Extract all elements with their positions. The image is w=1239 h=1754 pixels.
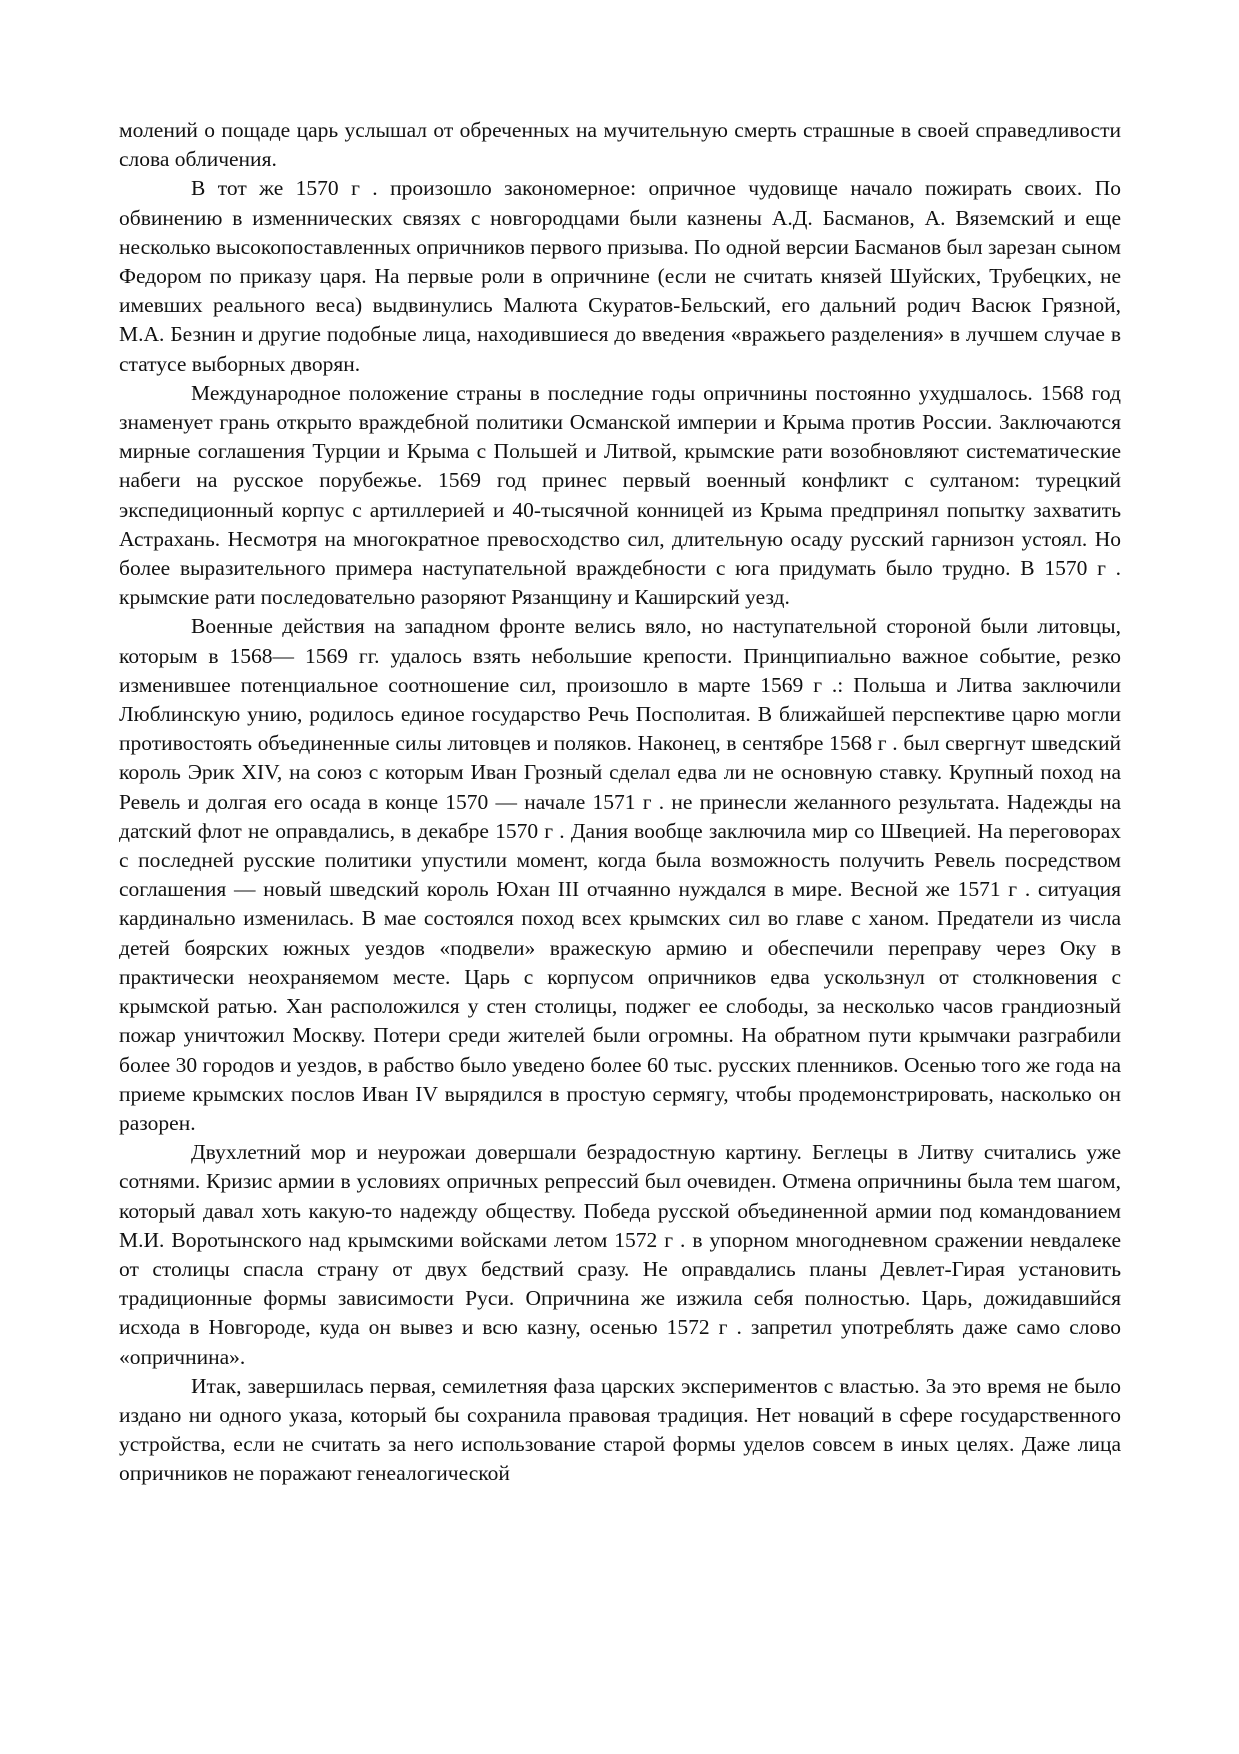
paragraph-2: В тот же 1570 г . произошло закономерное: опричное чудовище начало пожирать своих. По обвинению в изменнических связях с новгородцами были казнены А.Д. Басманов, А. Вяземский и еще несколько высокопоставленных опричников первого призыва. По одной версии Басманов был зарезан сыном Федором по приказу царя. На первые роли в опричнине (если не считать князей Шуйских, Трубецких, не имевших реального веса) выдвинулись Малюта Скуратов-Бельский, его дальний родич Васюк Грязной, М.А. Безнин и другие подобные лица, находившиеся до введения «вражьего разделения» в лучшем случае в статусе выборных дворян. — [119, 176, 1121, 376]
paragraph-1: молений о пощаде царь услышал от обреченных на мучительную смерть страшные в своей справедливости слова обличения. — [119, 118, 1121, 172]
paragraph-5: Двухлетний мор и неурожаи довершали безрадостную картину. Беглецы в Литву считались уже сотнями. Кризис армии в условиях опричных репрессий был очевиден. Отмена опричнины была тем шагом, который давал хоть какую-то надежду обществу. Победа русской объединенной армии под командованием М.И. Воротынского над крымскими войсками летом 1572 г . в упорном многодневном сражении невдалеке от столицы спасла страну от двух бедствий сразу. Не оправдались планы Девлет-Гирая установить традиционные формы зависимости Руси. Опричнина же изжила себя полностью. Царь, дожидавшийся исхода в Новгороде, куда он вывез и всю казну, осенью 1572 г . запретил употреблять даже само слово «опричнина». — [119, 1140, 1121, 1369]
paragraph-4: Военные действия на западном фронте велись вяло, но наступательной стороной были литовцы, которым в 1568— 1569 гг. удалось взять небольшие крепости. Принципиально важное событие, резко изменившее потенциальное соотношение сил, произошло в марте 1569 г .: Польша и Литва заключили Люблинскую унию, родилось единое государство Речь Посполитая. В ближайшей перспективе царю могли противостоять объединенные силы литовцев и поляков. Наконец, в сентябре 1568 г . был свергнут шведский король Эрик XIV, на союз с которым Иван Грозный сделал едва ли не основную ставку. Крупный поход на Ревель и долгая его осада в конце 1570 — начале 1571 г . не принесли желанного результата. Надежды на датский флот не оправдались, в декабре 1570 г . Дания вообще заключила мир со Швецией. На переговорах с последней русские политики упустили момент, когда была возможность получить Ревель посредством соглашения — новый шведский король Юхан III отчаянно нуждался в мире. Весной же 1571 г . ситуация кардинально изменилась. В мае состоялся поход всех крымских сил во главе с ханом. Предатели из числа детей боярских южных уездов «подвели» вражескую армию и обеспечили переправу через Оку в практически неохраняемом месте. Царь с корпусом опричников едва ускользнул от столкновения с крымской ратью. Хан расположился у стен столицы, поджег ее слободы, за несколько часов грандиозный пожар уничтожил Москву. Потери среди жителей были огромны. На обратном пути крымчаки разграбили более 30 городов и уездов, в рабство было уведено более 60 тыс. русских пленников. Осенью того же года на приеме крымских послов Иван IV вырядился в простую сермягу, чтобы продемонстрировать, насколько он разорен. — [119, 614, 1121, 1135]
paragraph-3: Международное положение страны в последние годы опричнины постоянно ухудшалось. 1568 год знаменует грань открыто враждебной политики Османской империи и Крыма против России. Заключаются мирные соглашения Турции и Крыма с Польшей и Литвой, крымские рати возобновляют систематические набеги на русское порубежье. 1569 год принес первый военный конфликт с султаном: турецкий экспедиционный корпус с артиллерией и 40-тысячной конницей из Крыма предпринял попытку захватить Астрахань. Несмотря на многократное превосходство сил, длительную осаду русский гарнизон устоял. Но более выразительного примера наступательной враждебности с юга придумать было трудно. В 1570 г . крымские рати последовательно разоряют Рязанщину и Каширский уезд. — [119, 380, 1121, 610]
document-page — [119, 116, 1121, 1489]
paragraph-6: Итак, завершилась первая, семилетняя фаза царских экспериментов с властью. За это время не было издано ни одного указа, который бы сохранила правовая традиция. Нет новаций в сфере государственного устройства, если не считать за него использование старой формы уделов совсем в иных целях. Даже лица опричников не поражают генеалогической — [119, 1373, 1121, 1486]
